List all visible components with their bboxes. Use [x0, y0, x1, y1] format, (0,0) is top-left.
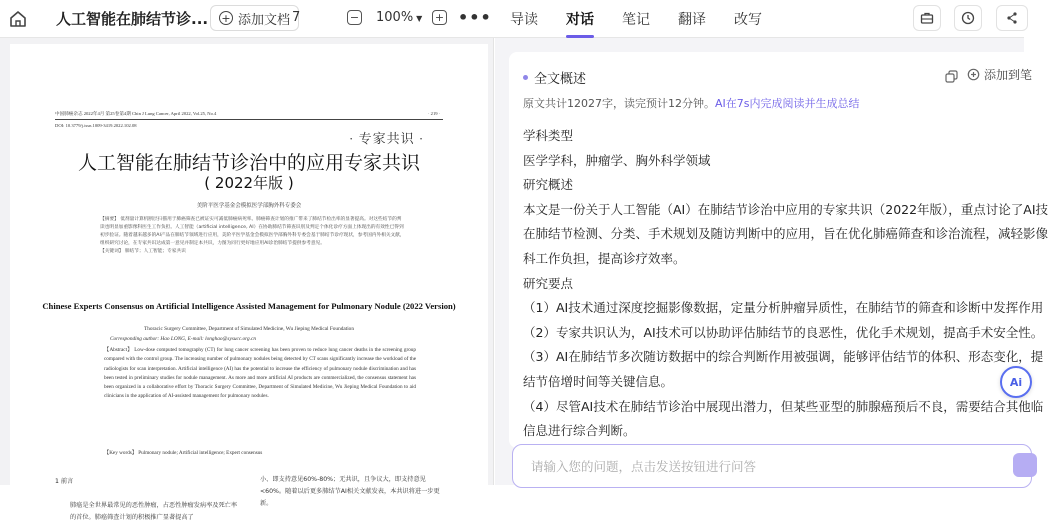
copy-icon[interactable] [945, 68, 958, 81]
plus-icon: + [434, 11, 445, 24]
abstract-cn-text: 【摘要】 低剂量计算机断层扫描用于肺癌筛查已被证实可减低肺癌病死率。肺癌筛查计划的推广带来了肺结节检出率的显著提高。对这些结节的判读也明显加重影像科医生工作负担。人工智能（artificial intelligence, AI）在协助肺结节筛查识别及判定个体化诊疗方面上体现出的有效性已得到初步验证。随着越来越多的AI产品在肺结节领域进行应用，美阶平医学基金会模拟医学部胸外科专委会基于肺结节诊疗现状，参考国内外相关文献，组织研究讨论，在专家共识达成第一意见并制定本共识，力图为同行更好地应用AI诊治肺结节提供参考意见。 [100, 217, 405, 246]
summary-card [509, 52, 1048, 448]
add-to-notes-label: 添加到笔 [984, 68, 1033, 82]
page-number[interactable]: 7 [292, 10, 301, 25]
abstract-en: 【Abstract】 Low-dose computed tomography (CT) for lung cancer screening has been proven to reduce lung cancer deaths in the screening group compared with the control group. The increasing number of pulmonary nodules being detected by CT scans significantly increase the workload of the radiologists for scan interpretation. Artificial intelligence (AI) has the potential to increase the efficiency of pulmonary nodule discrimination and has been tested in preliminary studies for nodule management. As more and more artificial AI products are commercialized, the consensus statement has been organized in a collaborative effort by Thoracic Surgery Committee, Department of Simulated Medicine, Wu Jieping Medical Foundation to aid clinicians in the application of AI-assisted management for pulmonary nodules. [104, 347, 416, 400]
section-heading: 1 前言 [55, 478, 74, 485]
summary-content [523, 124, 1048, 444]
keywords-en: 【Key words】 Pulmonary nodule; Artificial intelligence; Expert consensus [104, 450, 263, 456]
share-icon[interactable] [996, 5, 1028, 31]
journal-header: 中国肺癌杂志 2022年4月 第25卷第4期 Chin J Lung Cancer, April 2022, Vol.25, No.4 [55, 111, 217, 116]
journal-page-number: · 219 · [428, 111, 441, 116]
zoom-value: 100% [376, 10, 414, 25]
top-bar [0, 0, 1024, 38]
summary-meta [523, 95, 860, 111]
caret-down-icon: ▼ [416, 14, 423, 23]
summary-line: （3）AI在肺结节多次随访数据中的综合判断作用被强调，能够评估结节的体积、形态变化，提 [523, 349, 1044, 365]
doi-line: DOI: 10.3779/j.issn.1009-3419.2022.102.08 [55, 123, 137, 128]
history-clock-icon[interactable] [954, 5, 982, 31]
home-icon[interactable] [8, 9, 28, 29]
keywords-cn: 【关键词】 肺结节；人工智能；专家共识 [100, 249, 186, 254]
tab-notes[interactable]: 笔记 [622, 12, 650, 28]
subject-heading: 学科类型 [523, 128, 574, 143]
summary-line: 本文是一份关于人工智能（AI）在肺结节诊治中应用的专家共识（2022年版），重点讨论了AI技 [523, 201, 1048, 217]
zoom-out-button[interactable] [347, 10, 362, 25]
body-text-right: 小、即支持意见60%-80%；无共识，且争议大，即支持意见<60%。随着以后更多肺结节AI相关文献发表，本共识将进一步更新。 [260, 476, 440, 507]
column-label: · 专家共识 · [349, 131, 425, 146]
add-document-button[interactable] [210, 5, 299, 31]
note-icon [967, 68, 980, 81]
header-rule [55, 119, 443, 120]
send-button[interactable] [1013, 453, 1037, 477]
chat-panel [495, 38, 1048, 485]
paper-author-cn: 美阶平医学基金会模拟医学部胸外科专委会 [196, 203, 302, 209]
paper-title-cn: 人工智能在肺结节诊治中的应用专家共识 [77, 152, 420, 174]
paper-title-en: Chinese Experts Consensus on Artificial Intelligence Assisted Management for Pulmonary Nodule (2022 Version) [42, 301, 456, 311]
question-input-bar [512, 444, 1032, 488]
paper-subtitle-cn: ( 2022年版 ) [204, 174, 294, 192]
paper-department-en: Thoracic Surgery Committee, Department of Simulated Medicine, Wu Jieping Medical Foundation [144, 326, 354, 332]
tab-translate[interactable]: 翻译 [678, 12, 706, 28]
ai-summary-note: AI在7s内完成阅读并生成总结 [715, 97, 860, 110]
minus-icon: − [349, 11, 360, 24]
document-viewer[interactable] [0, 38, 494, 521]
add-document-label: 添加文档 [238, 12, 291, 28]
corresponding-author: Corresponding author: Hao LONG, E-mail: longhao@sysucc.org.cn [110, 336, 257, 342]
summary-line: 医学学科，肿瘤学、胸外科学领域 [523, 152, 711, 168]
summary-line: 科工作负担，提高诊疗效率。 [523, 250, 686, 266]
summary-line: （4）尽管AI技术在肺结节诊治中展现出潜力，但某些亚型的肺腺癌预后不良，需要结合其他临 [523, 398, 1044, 414]
overview-heading: 研究概述 [523, 177, 574, 193]
summary-line: （2）专家共识认为，AI技术可以协助评估肺结节的良恶性，优化手术规划，提高手术安全性。 [523, 324, 1044, 340]
summary-line: 在肺结节检测、分类、手术规划及随访判断中的应用，旨在优化肺癌筛查和诊治流程，减轻影像 [523, 226, 1048, 242]
zoom-in-button[interactable] [432, 10, 447, 25]
ai-assistant-button[interactable]: Ai [1000, 366, 1032, 398]
more-dots-icon[interactable]: ••• [458, 8, 492, 27]
tab-chat[interactable]: 对话 [566, 0, 622, 38]
tab-guide[interactable]: 导读 [510, 12, 538, 28]
key-points-heading: 研究要点 [523, 275, 574, 291]
zoom-select[interactable] [376, 10, 422, 25]
summary-line: 结节倍增时间等关键信息。 [523, 373, 674, 389]
summary-line: （1）AI技术通过深度挖掘影像数据，定量分析肿瘤异质性，在肺结节的筛查和诊断中发挥作用 [523, 300, 1044, 316]
bullet-dot-icon [523, 75, 528, 80]
plus-circle-icon: + [219, 11, 233, 25]
summary-line: 信息进行综合判断。 [523, 423, 636, 439]
body-text-left: 肺癌是全世界最常见的恶性肿瘤，占恶性肿瘤发病率及死亡率的首位。肺癌筛查计划的积极推广显著提高了 [70, 502, 238, 521]
add-to-notes-button[interactable] [967, 66, 1032, 83]
question-input[interactable] [531, 455, 1001, 477]
tab-rewrite[interactable]: 改写 [734, 12, 762, 28]
abstract-cn [100, 216, 406, 256]
summary-title: 全文概述 [534, 72, 587, 87]
document-title: 人工智能在肺结节诊... [56, 10, 209, 28]
toolbox-icon[interactable] [913, 5, 941, 31]
summary-header [523, 68, 586, 87]
tab-bar [510, 0, 790, 38]
word-count-text: 原文共计12027字，读完预计12分钟。 [523, 97, 715, 110]
pdf-page [10, 44, 488, 521]
